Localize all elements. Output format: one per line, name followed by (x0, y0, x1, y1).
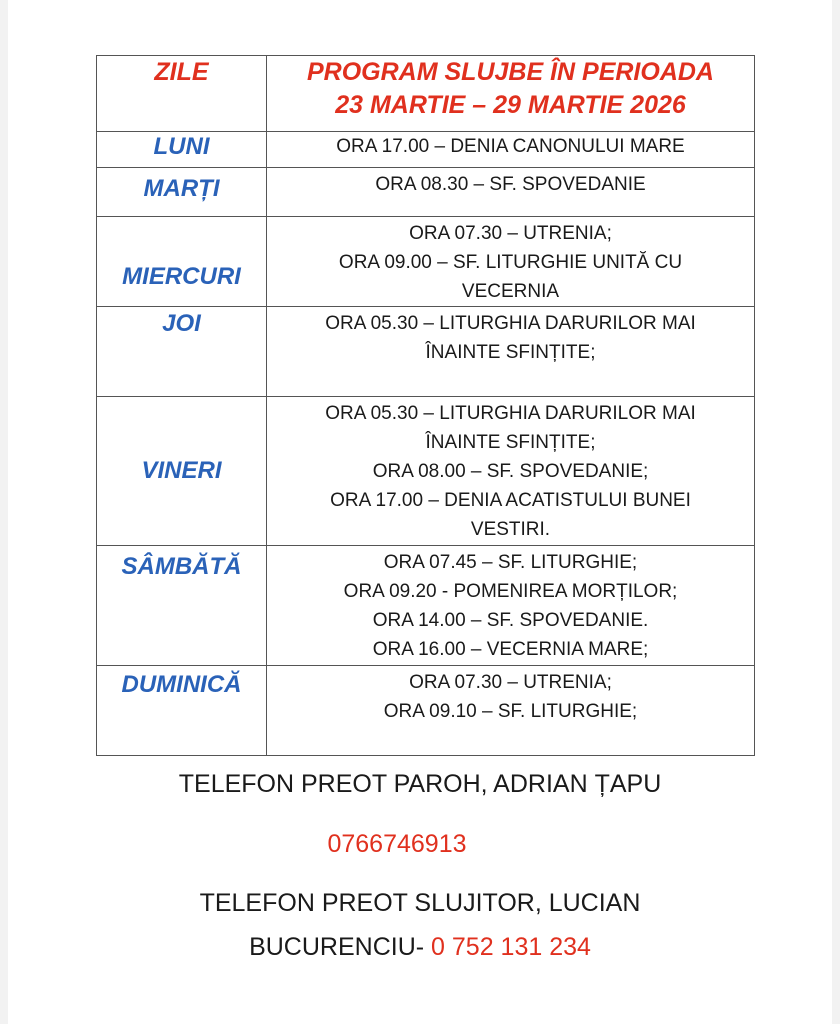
day-cell (97, 307, 267, 397)
table-row (97, 546, 755, 666)
day-cell (97, 666, 267, 756)
program-cell (267, 307, 755, 397)
paroh-phone-label: TELEFON PREOT PAROH, ADRIAN ȚAPU (178, 770, 662, 798)
table-row (97, 666, 755, 756)
day-cell: LUNI (97, 132, 267, 168)
program-line: ORA 05.30 – LITURGHIA DARURILOR MAI (325, 313, 696, 334)
day-label: DUMINICĂ (121, 671, 242, 698)
program-cell (267, 397, 755, 546)
program-line: ORA 09.00 – SF. LITURGHIE UNITĂ CU (338, 252, 683, 273)
day-label: MARȚI (143, 175, 220, 202)
program-line: ORA 07.30 – UTRENIA; (409, 223, 612, 244)
program-column-header (267, 56, 755, 132)
slujitor-phone-number: 0 752 131 234 (431, 933, 591, 961)
program-title-line1: PROGRAM SLUJBE ÎN PERIOADA (307, 58, 714, 86)
day-label: MIERCURI (122, 263, 241, 290)
program-line: ORA 08.30 – SF. SPOVEDANIE (375, 174, 646, 195)
day-label: VINERI (141, 457, 222, 484)
program-cell (267, 168, 755, 217)
document-page (8, 0, 832, 1024)
program-line: ORA 09.10 – SF. LITURGHIE; (383, 701, 638, 722)
program-cell (267, 132, 755, 168)
program-line: ORA 09.20 - POMENIREA MORȚILOR; (343, 581, 678, 602)
day-cell (97, 546, 267, 666)
table-row (97, 217, 755, 307)
program-cell (267, 217, 755, 307)
table-row (97, 307, 755, 397)
day-label: SÂMBĂTĂ (121, 553, 242, 580)
program-line: ÎNAINTE SFINȚITE; (425, 342, 596, 363)
day-cell (97, 397, 267, 546)
program-line: ORA 14.00 – SF. SPOVEDANIE. (372, 610, 649, 631)
day-label: JOI (162, 310, 201, 337)
program-line: ORA 05.30 – LITURGHIA DARURILOR MAI (325, 403, 696, 424)
table-row (97, 397, 755, 546)
day-cell (97, 217, 267, 307)
days-column-header: ZILE (97, 56, 267, 132)
program-line: ORA 16.00 – VECERNIA MARE; (372, 639, 649, 660)
day-cell (97, 168, 267, 217)
program-line: ORA 07.45 – SF. LITURGHIE; (383, 552, 638, 573)
program-title-line2: 23 MARTIE – 29 MARTIE 2026 (335, 91, 686, 119)
program-line: VECERNIA (461, 281, 560, 302)
program-line: VESTIRI. (470, 519, 551, 540)
schedule-table (96, 55, 755, 756)
paroh-phone-number: 0766746913 (327, 830, 467, 858)
program-line: ÎNAINTE SFINȚITE; (425, 432, 596, 453)
table-row (97, 132, 755, 168)
program-cell (267, 546, 755, 666)
program-line: ORA 17.00 – DENIA ACATISTULUI BUNEI (330, 490, 691, 511)
slujitor-name: BUCURENCIU- (249, 933, 425, 961)
program-line: ORA 07.30 – UTRENIA; (409, 672, 612, 693)
table-header-row (97, 56, 755, 132)
program-line: ORA 08.00 – SF. SPOVEDANIE; (372, 461, 649, 482)
slujitor-phone-line (8, 933, 832, 962)
table-row (97, 168, 755, 217)
slujitor-phone-label: TELEFON PREOT SLUJITOR, LUCIAN (199, 889, 641, 917)
program-cell (267, 666, 755, 756)
program-line: ORA 17.00 – DENIA CANONULUI MARE (336, 136, 685, 157)
